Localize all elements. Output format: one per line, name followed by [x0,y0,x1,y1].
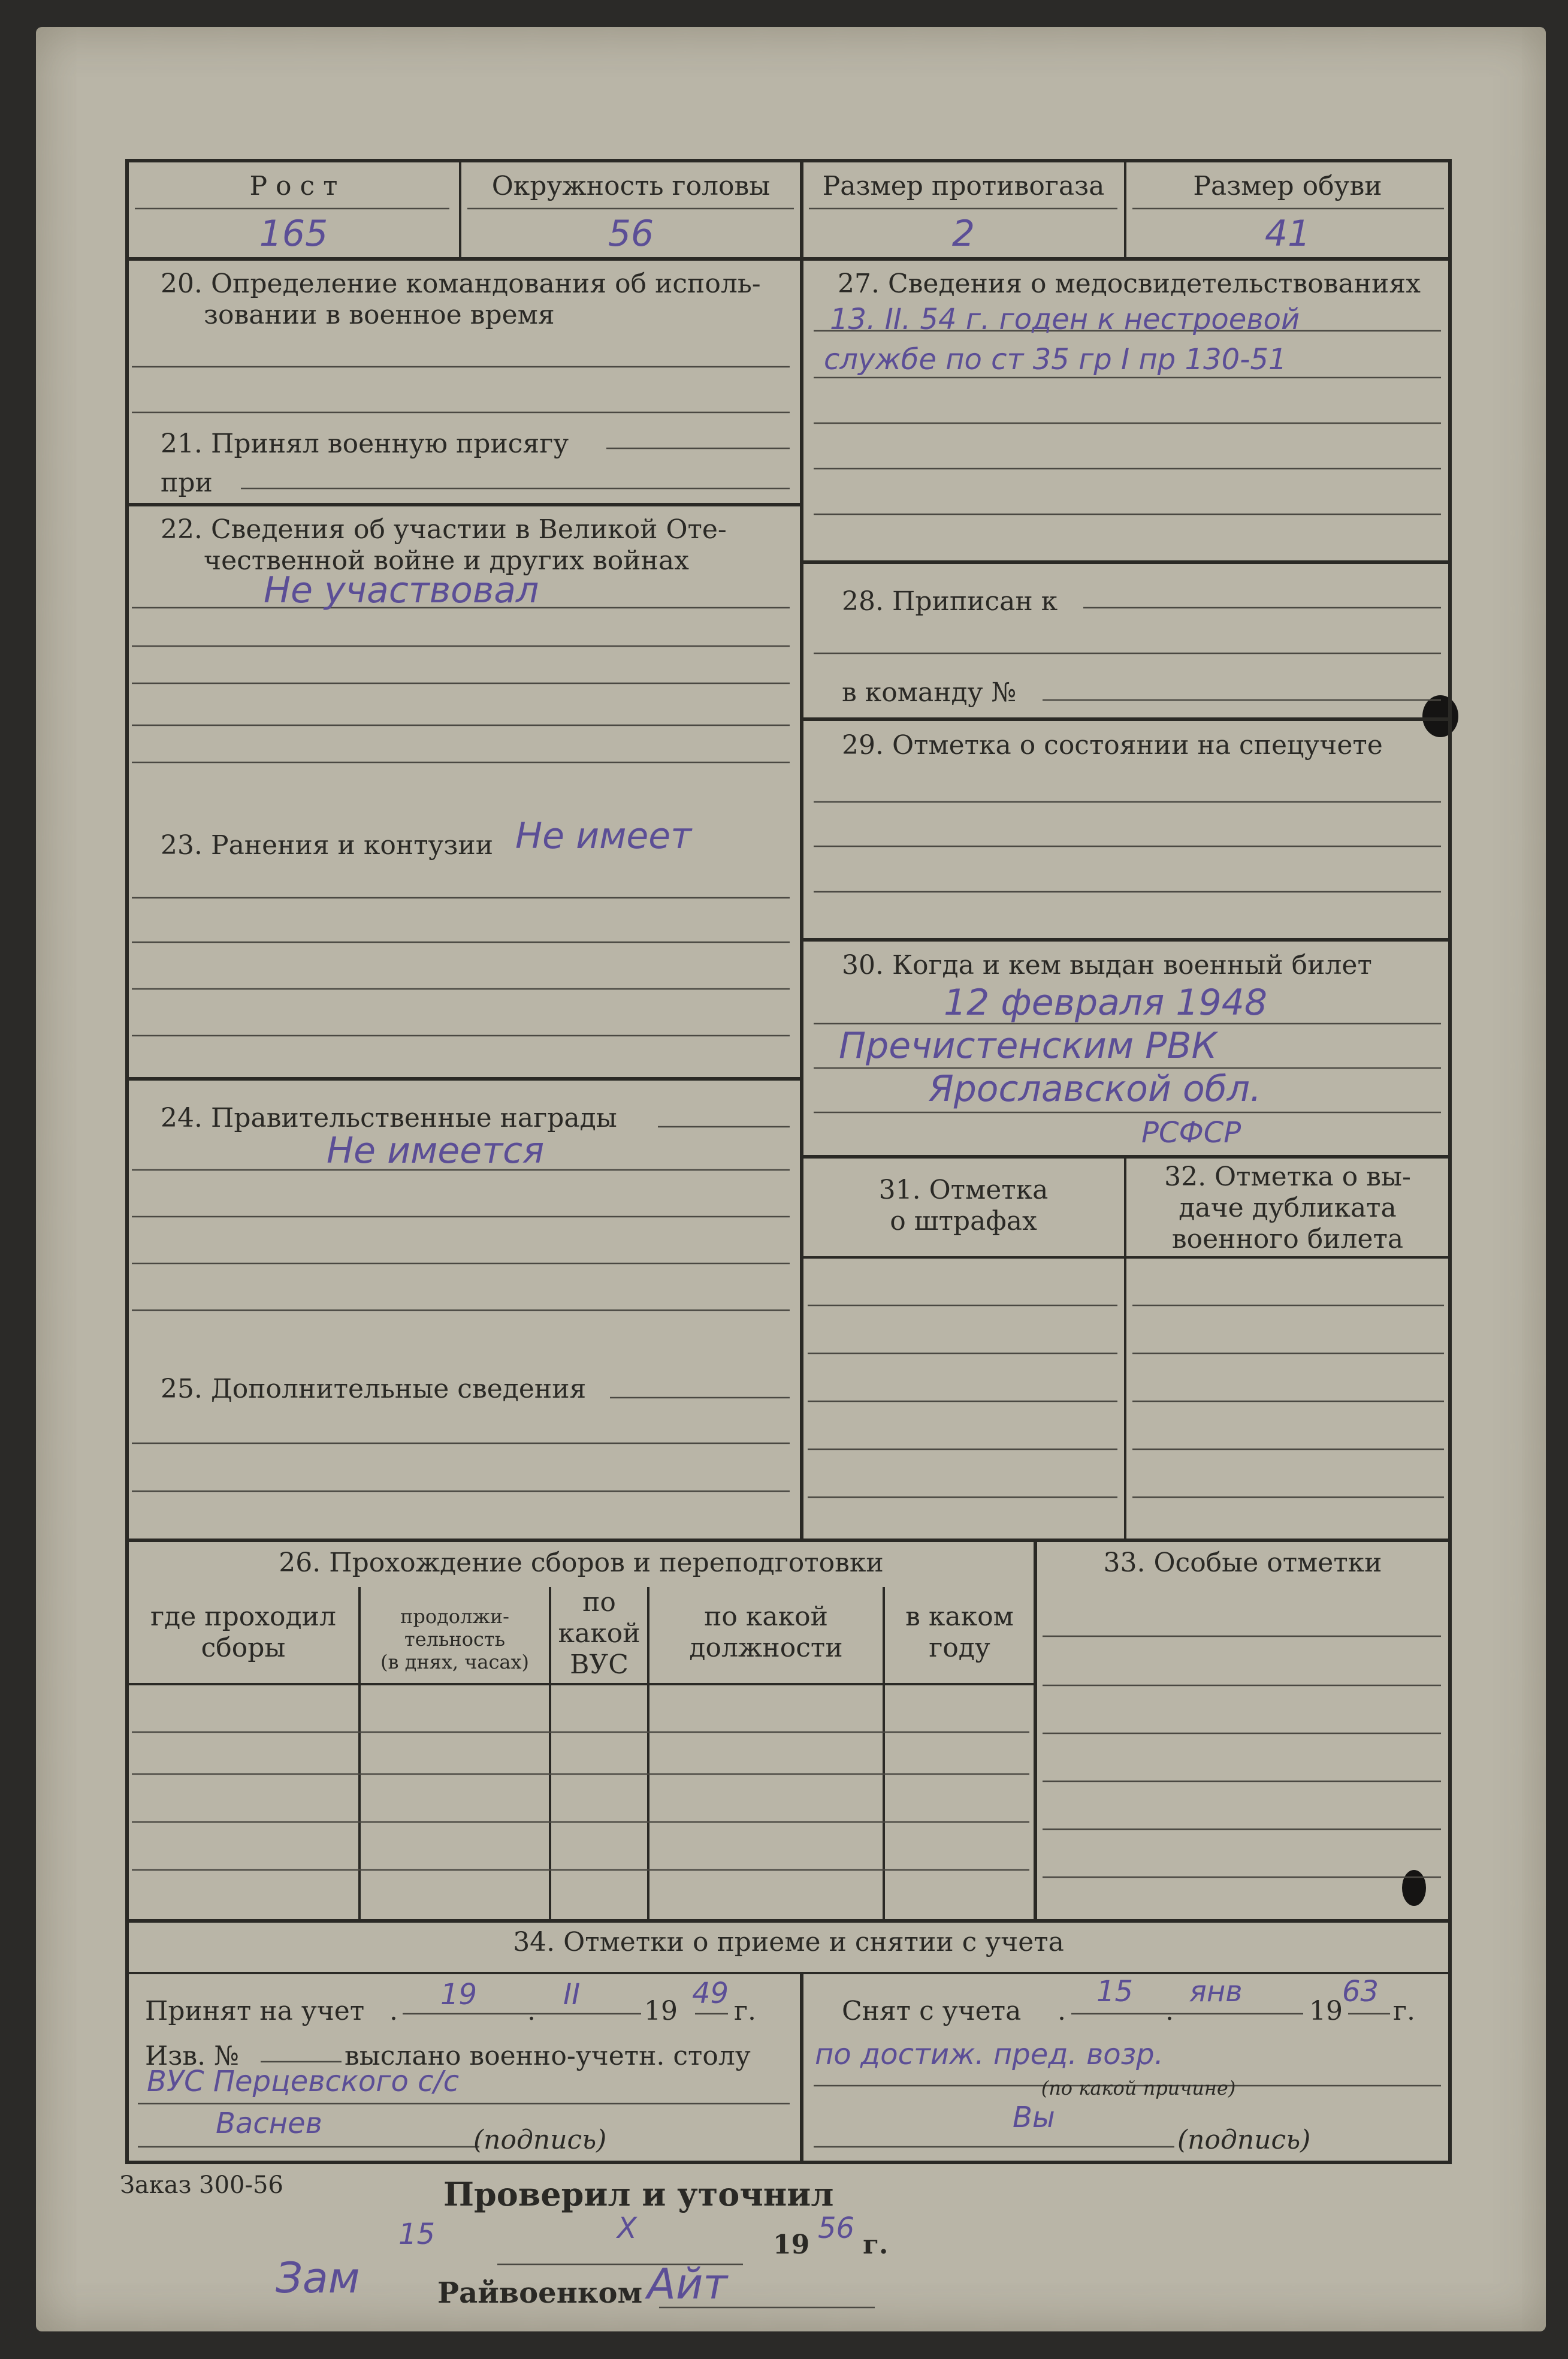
height-value: 165 [259,213,328,255]
reason-value: по достиж. пред. возр. [815,2038,1164,2071]
section-21-line1: 21. Принял военную присягу [161,429,569,459]
accepted-year-g: г. [734,1996,757,2026]
section-22-value: Не участвовал [264,569,539,611]
sent-value: ВУС Перцевского с/с [147,2065,460,2098]
col-where-line2: сборы [201,1633,286,1663]
section-30-value-4: РСФСР [1141,1116,1241,1150]
section-32-line3: военного билета [1171,1224,1404,1254]
section-24-value: Не имеется [327,1130,545,1172]
section-24-label: 24. Правительственные награды [161,1103,617,1133]
section-20-line1: 20. Определение командования об исполь- [161,269,761,299]
removed-year-g: г. [1393,1996,1416,2026]
accepted-year-prefix: 19 [644,1996,678,2026]
head-circumference-label: Окружность головы [491,171,771,201]
check-year-g: г. [863,2230,889,2260]
col-where-line1: где проходил [150,1601,336,1632]
section-31-line1: 31. Отметка [878,1175,1049,1205]
removed-dot-2: . [1165,1996,1174,2026]
footer-signature-right: Айт [647,2260,728,2309]
sent-label: выслано военно-учетн. столу [345,2041,751,2071]
section-31-line2: о штрафах [890,1206,1037,1236]
signature-right-label: (подпись) [1177,2125,1311,2155]
section-27-value-1: 13. II. 54 г. годен к нестроевой [830,303,1300,336]
check-year-suffix: 56 [818,2212,855,2245]
section-29-label: 29. Отметка о состоянии на спецучете [842,730,1383,761]
section-30-value-3: Ярославской обл. [929,1068,1262,1110]
section-30-label: 30. Когда и кем выдан военный билет [842,950,1372,981]
section-28-line1: 28. Приписан к [842,586,1058,617]
col-vus-line1: по [582,1587,616,1618]
check-month: X [617,2212,637,2245]
section-30-value-1: 12 февраля 1948 [944,982,1268,1024]
section-32-line2: даче дубликата [1179,1193,1397,1223]
col-vus-line2: какой [558,1618,641,1649]
col-position-line2: должности [689,1633,843,1663]
col-year-line1: в каком [905,1601,1014,1632]
section-32-line1: 32. Отметка о вы- [1164,1162,1411,1192]
section-20-line2: зовании в военное время [204,300,555,330]
section-21-line2: при [161,467,213,498]
removed-year-suffix: 63 [1342,1975,1379,2008]
removed-day: 15 [1096,1975,1134,2008]
notice-label: Изв. № [145,2041,239,2071]
accepted-label: Принят на учет [145,1996,365,2026]
section-22-line2: чественной войне и других войнах [204,545,689,576]
section-30-value-2: Пречистенским РВК [839,1025,1217,1067]
accepted-month: II [563,1978,581,2011]
col-position-line1: по какой [704,1601,828,1632]
rvk-label: Райвоенком [437,2276,643,2310]
check-day: 15 [398,2218,436,2251]
section-27-value-2: службе по ст 35 гр I пр 130-51 [824,343,1287,376]
removed-label: Снят с учета [842,1996,1022,2026]
signature-left-label: (подпись) [473,2125,607,2155]
col-duration-line1: продолжи- [400,1605,509,1628]
col-year-line2: году [929,1633,990,1663]
section-23-label: 23. Ранения и контузии [161,830,494,861]
height-label: Р о с т [249,171,338,201]
order-number: Заказ 300-56 [120,2171,283,2199]
gas-mask-size-value: 2 [951,213,975,255]
removed-month: янв [1189,1975,1243,2008]
section-33-label: 33. Особые отметки [1103,1547,1382,1578]
accepted-year-suffix: 49 [692,1977,729,2010]
section-34-title: 34. Отметки о приеме и снятии с учета [513,1927,1064,1957]
section-25-label: 25. Дополнительные сведения [161,1374,587,1404]
reason-label: (по какой причине) [1041,2077,1236,2099]
signature-right: Вы [1013,2101,1055,2134]
col-duration-line2: тельность [404,1628,506,1651]
signature-left: Васнев [216,2107,322,2140]
section-27-label: 27. Сведения о медосвидетельствованиях [838,269,1421,299]
col-duration-line3: (в днях, часах) [380,1651,530,1673]
check-year-prefix: 19 [773,2230,810,2260]
section-28-line2: в команду № [842,677,1017,708]
accepted-dot-2: . [527,1996,536,2026]
checked-label: Проверил и уточнил [443,2175,834,2213]
gas-mask-size-label: Размер противогаза [822,171,1105,201]
footer-signature-left: Зам [276,2254,360,2303]
section-22-line1: 22. Сведения об участии в Великой Оте- [161,514,727,545]
accepted-dot-1: . [389,1996,398,2026]
section-26-title: 26. Прохождение сборов и переподготовки [279,1547,884,1578]
section-23-value: Не имеет [515,815,692,857]
head-circumference-value: 56 [608,213,654,255]
col-vus-line3: ВУС [570,1649,629,1680]
removed-dot-1: . [1058,1996,1066,2026]
shoe-size-value: 41 [1264,213,1311,255]
shoe-size-label: Размер обуви [1193,171,1382,201]
accepted-day: 19 [440,1978,478,2011]
removed-year-prefix: 19 [1309,1996,1343,2026]
